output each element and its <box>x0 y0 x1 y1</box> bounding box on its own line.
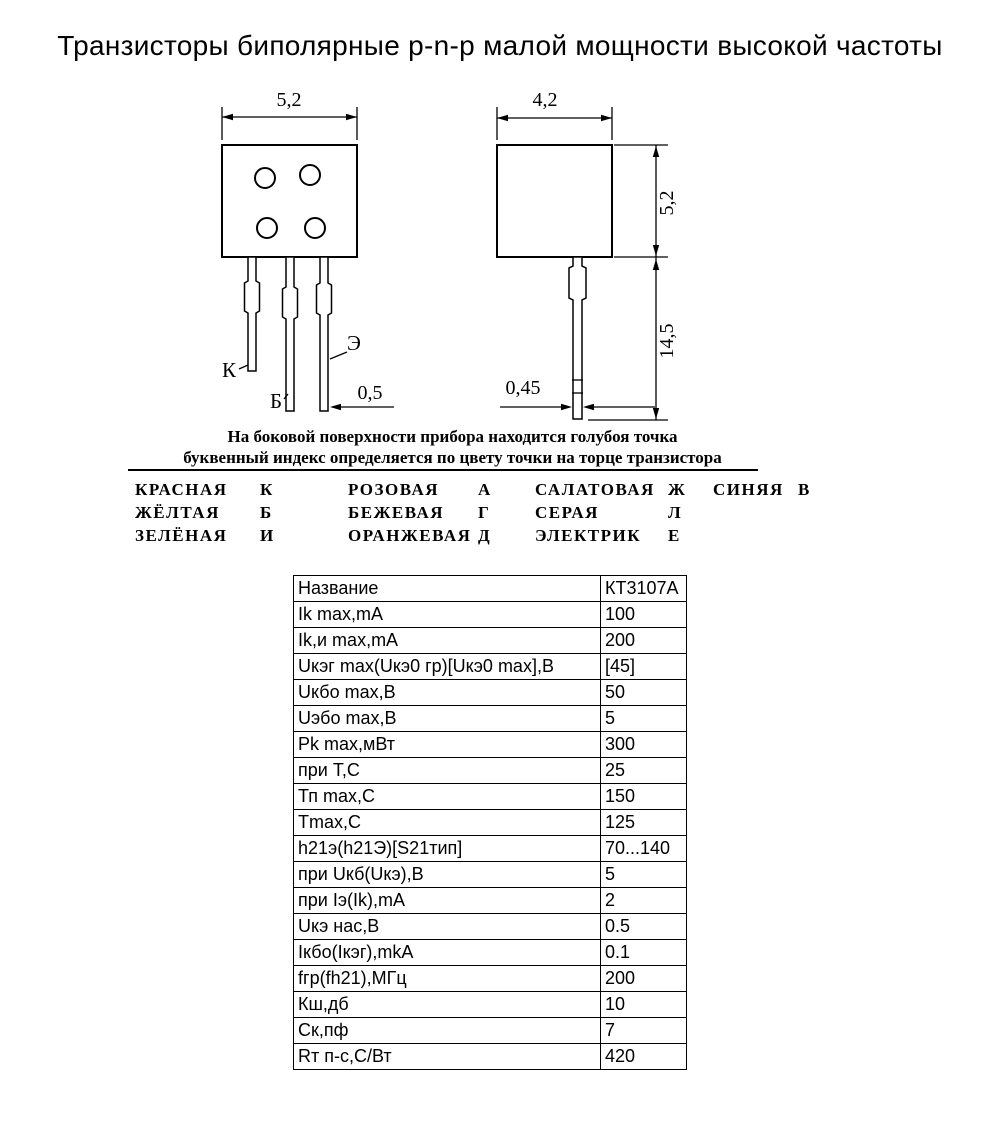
param-value: 7 <box>601 1018 687 1044</box>
param-name: Ik max,mA <box>294 602 601 628</box>
color-grid-empty-cell <box>798 501 865 524</box>
color-index: Л <box>668 503 683 522</box>
param-name: Название <box>294 576 601 602</box>
color-name: ЗЕЛЁНАЯ <box>135 526 228 545</box>
transistor-body-front <box>222 145 357 257</box>
color-name: РОЗОВАЯ <box>348 480 440 499</box>
param-name: Uкэ нас,В <box>294 914 601 940</box>
body-hole <box>305 218 325 238</box>
table-row <box>294 628 687 654</box>
param-name: Ik,и max,mA <box>294 628 601 654</box>
param-name: fгр(fh21),МГц <box>294 966 601 992</box>
color-name: ЖЁЛТАЯ <box>135 503 220 522</box>
param-name: Uкэг max(Uкэ0 гр)[Uкэ0 max],В <box>294 654 601 680</box>
front-lead-width-dim-label: 0,5 <box>357 382 383 404</box>
page-title: Транзисторы биполярные p-n-p малой мощности высокой частоты <box>57 30 943 61</box>
side-view-drawing <box>497 107 668 420</box>
param-value: 0.5 <box>601 914 687 940</box>
param-value: 420 <box>601 1044 687 1070</box>
color-index: Е <box>668 526 681 545</box>
color-grid-empty-cell <box>798 524 865 547</box>
param-name: Pk max,мВт <box>294 732 601 758</box>
front-width-dim-label: 5,2 <box>276 89 302 111</box>
param-name: Ск,пф <box>294 1018 601 1044</box>
params-table <box>293 575 687 1070</box>
color-index: Д <box>478 526 492 545</box>
color-name: СЕРАЯ <box>535 503 599 522</box>
table-row <box>294 758 687 784</box>
pin-label-base: Б <box>270 389 283 413</box>
param-value: 200 <box>601 628 687 654</box>
color-code-table <box>135 478 865 547</box>
color-index: А <box>478 480 492 499</box>
table-row <box>294 966 687 992</box>
param-value: 5 <box>601 706 687 732</box>
color-index: Г <box>478 503 491 522</box>
param-value: 125 <box>601 810 687 836</box>
color-grid-empty-cell <box>713 524 798 547</box>
table-row <box>294 576 687 602</box>
param-name: при Uкб(Uкэ),В <box>294 862 601 888</box>
param-name: h21э(h21Э)[S21тип] <box>294 836 601 862</box>
table-row <box>294 784 687 810</box>
param-name: Uкбо max,В <box>294 680 601 706</box>
param-name: при Iэ(Ik),mA <box>294 888 601 914</box>
param-value: 25 <box>601 758 687 784</box>
param-value: 70...140 <box>601 836 687 862</box>
param-value: 300 <box>601 732 687 758</box>
table-row <box>294 654 687 680</box>
note-line-1: На боковой поверхности прибора находится голубоя точка <box>227 427 678 446</box>
body-hole <box>255 168 275 188</box>
param-name: Tmax,С <box>294 810 601 836</box>
table-row <box>294 862 687 888</box>
param-name: Uэбо max,В <box>294 706 601 732</box>
table-row <box>294 888 687 914</box>
param-name: Rт п-с,С/Вт <box>294 1044 601 1070</box>
param-value: 100 <box>601 602 687 628</box>
table-row <box>294 602 687 628</box>
table-row <box>294 836 687 862</box>
table-row <box>294 810 687 836</box>
side-width-dim-label: 4,2 <box>532 89 558 111</box>
divider-line <box>128 469 758 471</box>
param-name: при Т,С <box>294 758 601 784</box>
param-value: 150 <box>601 784 687 810</box>
front-view-drawing <box>222 107 394 411</box>
table-row <box>294 706 687 732</box>
param-value: 0.1 <box>601 940 687 966</box>
note-line-2: буквенный индекс определяется по цвету точки на торце транзистора <box>183 448 722 467</box>
param-value: 200 <box>601 966 687 992</box>
transistor-body-side <box>497 145 612 257</box>
color-name: БЕЖЕВАЯ <box>348 503 445 522</box>
param-name: Тп max,С <box>294 784 601 810</box>
table-row <box>294 992 687 1018</box>
color-name: ОРАНЖЕВАЯ <box>348 526 472 545</box>
collector-lead <box>245 257 260 371</box>
table-row <box>294 1044 687 1070</box>
color-grid-empty-cell <box>713 501 798 524</box>
param-name: Iкбо(Iкэг),mkA <box>294 940 601 966</box>
table-row <box>294 680 687 706</box>
side-lead <box>569 257 586 419</box>
table-row <box>294 940 687 966</box>
body-hole <box>300 165 320 185</box>
emitter-lead <box>317 257 332 411</box>
color-index: К <box>260 480 274 499</box>
pin-label-collector: К <box>222 358 237 382</box>
side-lead-length-dim-label: 14,5 <box>656 323 678 359</box>
table-row <box>294 732 687 758</box>
param-value: 5 <box>601 862 687 888</box>
pin-label-emitter: Э <box>347 331 361 355</box>
param-value: КТ3107А <box>601 576 687 602</box>
param-value: 10 <box>601 992 687 1018</box>
param-value: 2 <box>601 888 687 914</box>
color-name: КРАСНАЯ <box>135 480 228 499</box>
side-lead-thickness-dim-label: 0,45 <box>505 377 541 399</box>
param-name: Кш,дб <box>294 992 601 1018</box>
color-name: САЛАТОВАЯ <box>535 480 655 499</box>
table-row <box>294 914 687 940</box>
package-drawings <box>0 0 1000 470</box>
color-index: И <box>260 526 275 545</box>
table-row <box>294 1018 687 1044</box>
color-name: СИНЯЯ <box>713 480 784 499</box>
param-value: [45] <box>601 654 687 680</box>
color-name: ЭЛЕКТРИК <box>535 526 642 545</box>
param-value: 50 <box>601 680 687 706</box>
body-hole <box>257 218 277 238</box>
side-body-height-dim-label: 5,2 <box>656 190 678 216</box>
color-index: В <box>798 480 811 499</box>
base-lead <box>283 257 298 411</box>
color-index: Ж <box>668 480 687 499</box>
color-index: Б <box>260 503 273 522</box>
